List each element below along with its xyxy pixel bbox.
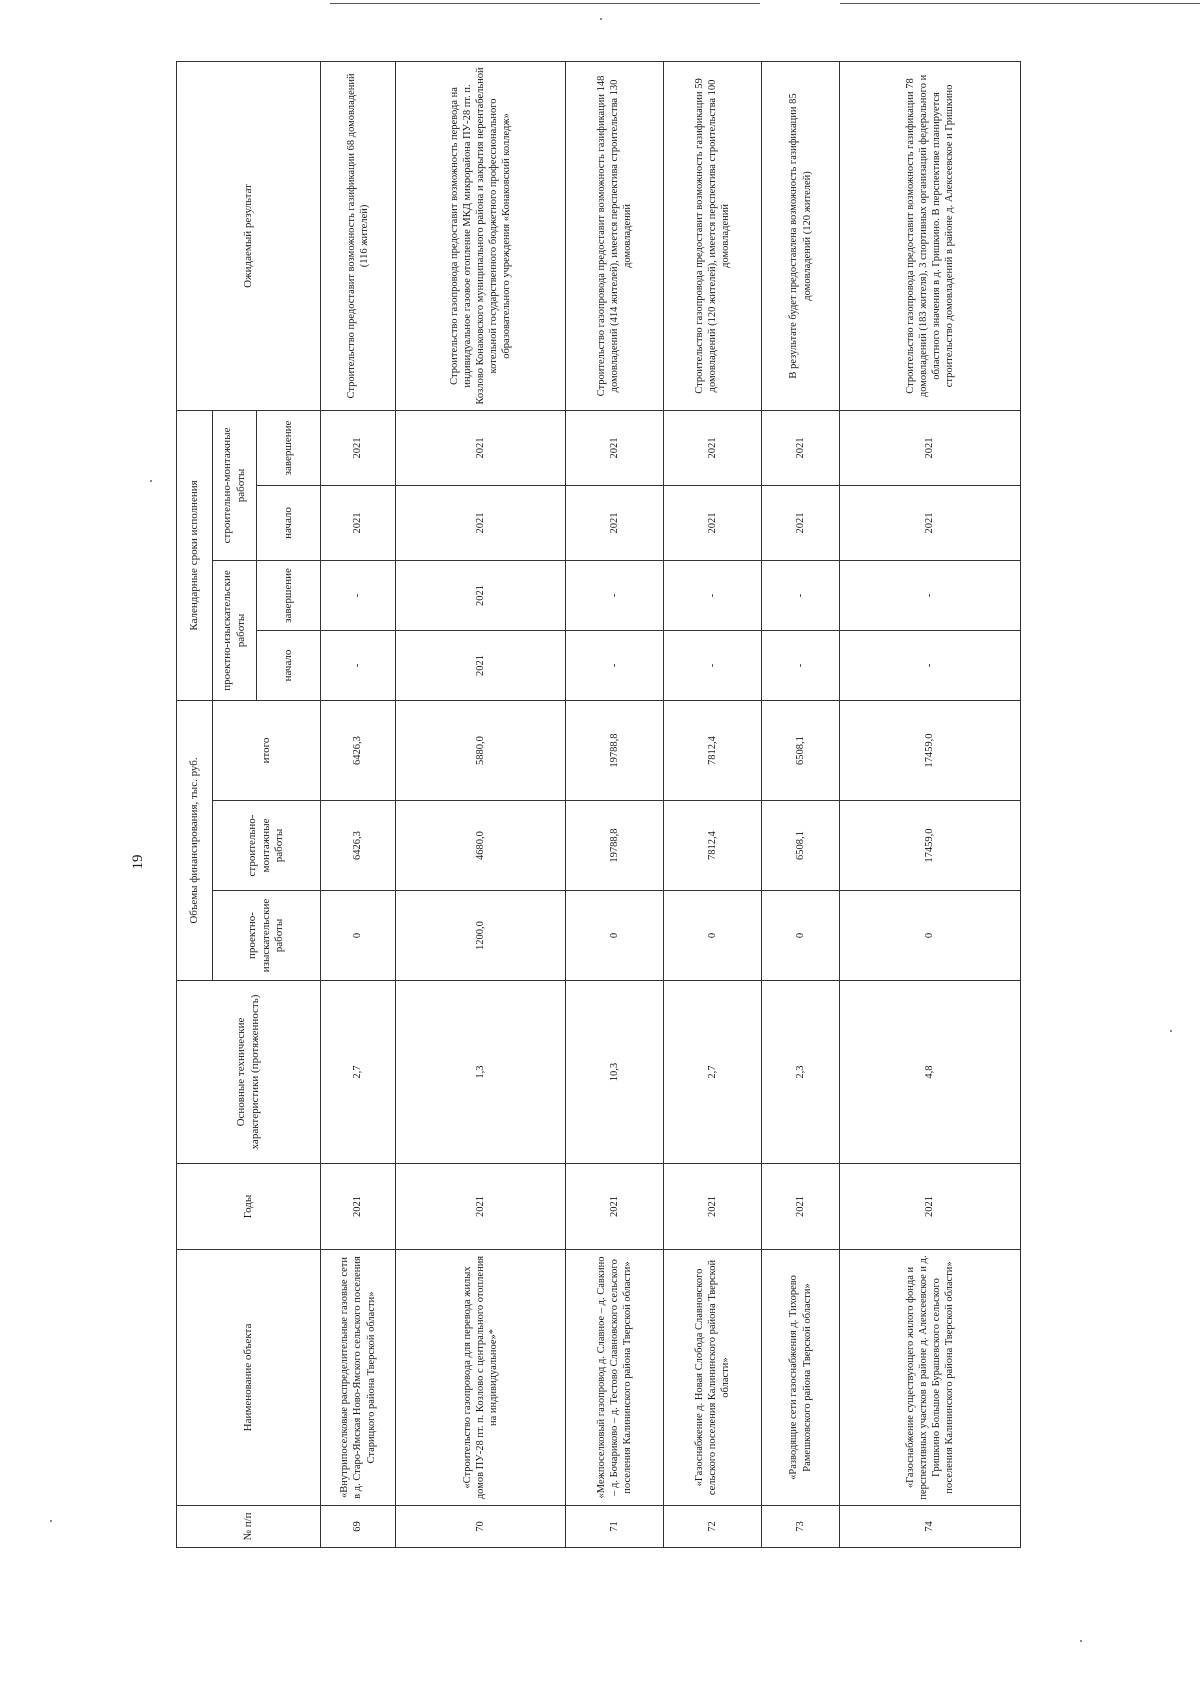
page-number: 19 [130,854,146,870]
header-construction-end: завершение [257,410,321,485]
header-sched-survey: проектно-изыскательские работы [213,561,257,701]
header-fin-total: итого [213,701,321,801]
row-construction-end: 2021 [321,410,396,485]
header-name: Наименование объекта [177,1250,321,1506]
header-schedule: Календарные сроки исполнения [177,410,213,700]
row-num: 69 [321,1506,396,1548]
table-row [566,61,664,1547]
table-row [321,61,396,1547]
header-sched-construction: строительно-монтажные работы [213,410,257,560]
row-fin-total: 19788,8 [566,701,664,801]
row-fin-total: 7812,4 [664,701,762,801]
row-num: 72 [664,1506,762,1548]
table-row [840,61,1021,1547]
row-fin-construction: 17459,0 [840,801,1021,891]
row-survey-end: - [664,561,762,631]
scan-speck [150,480,152,482]
row-survey-start: - [321,631,396,701]
row-fin-survey: 0 [321,891,396,981]
row-survey-start: - [840,631,1021,701]
row-construction-end: 2021 [664,410,762,485]
row-fin-survey: 0 [566,891,664,981]
row-fin-survey: 0 [762,891,840,981]
row-fin-survey: 1200,0 [396,891,566,981]
row-survey-start: 2021 [396,631,566,701]
row-name: «Межпоселковый газопровод д. Славное – д. Савкино – д. Бочариково – д. Тестово Славновского сельского поселения Калининского района Тверской области» [566,1250,664,1506]
scan-edge-line [840,3,1200,4]
row-result: Строительство предоставит возможность газификации 68 домовладений (116 жителей) [321,61,396,410]
row-survey-end: - [840,561,1021,631]
scan-speck [600,18,602,20]
header-result: Ожидаемый результат [177,61,321,410]
row-name: «Строительство газопровода для перевода жилых домов ПУ-28 пт. п. Козлово с центрального отопления на индивидуальное»* [396,1250,566,1506]
row-construction-end: 2021 [840,410,1021,485]
header-construction-start: начало [257,486,321,561]
row-fin-total: 5880,0 [396,701,566,801]
scan-speck [1170,1030,1172,1032]
row-survey-start: - [664,631,762,701]
scan-speck [50,1520,52,1522]
row-years: 2021 [840,1164,1021,1250]
rotated-table-container [176,62,1020,1548]
row-survey-start: - [762,631,840,701]
row-fin-total: 6508,1 [762,701,840,801]
row-length: 4,8 [840,981,1021,1164]
row-length: 2,3 [762,981,840,1164]
row-fin-construction: 7812,4 [664,801,762,891]
row-years: 2021 [566,1164,664,1250]
row-name: «Газоснабжение д. Новая Слобода Славновского сельского поселения Калининского района Тверской области» [664,1250,762,1506]
row-result: Строительство газопровода предоставит возможность газификации 78 домовладений (183 жителя), 3 спортивных организаций федерального и областного значения в д. Гришкино. В перспективе планируется строительство домовладений в районе д. Алексеевское и Гришкино [840,61,1021,410]
table-row [762,61,840,1547]
row-fin-survey: 0 [664,891,762,981]
row-years: 2021 [762,1164,840,1250]
row-survey-start: - [566,631,664,701]
row-length: 1,3 [396,981,566,1164]
row-result: В результате будет предоставлена возможность газификации 85 домовладений (120 жителей) [762,61,840,410]
row-result: Строительство газопровода предоставит возможность газификации 148 домовладений (414 жителей), имеется перспектива строительства 130 домовладений [566,61,664,410]
row-name: «Разводящие сети газоснабжения д. Тихорево Рамешковского района Тверской области» [762,1250,840,1506]
row-num: 70 [396,1506,566,1548]
row-fin-construction: 6426,3 [321,801,396,891]
row-construction-start: 2021 [664,486,762,561]
row-survey-end: - [762,561,840,631]
row-construction-end: 2021 [396,410,566,485]
row-num: 73 [762,1506,840,1548]
row-construction-end: 2021 [762,410,840,485]
header-financing: Объемы финансирования, тыс. руб. [177,701,213,981]
table-row [664,61,762,1547]
row-survey-end: - [566,561,664,631]
row-result: Строительство газопровода предоставит возможность газификации 59 домовладений (120 жителей), имеется перспектива строительства 100 домовладений [664,61,762,410]
gasification-objects-table [176,61,1021,1548]
table-row [396,61,566,1547]
row-fin-construction: 6508,1 [762,801,840,891]
row-num: 74 [840,1506,1021,1548]
row-fin-construction: 4680,0 [396,801,566,891]
header-survey-start: начало [257,631,321,701]
row-result: Строительство газопровода предоставит возможность перевода на индивидуальное газовое отопление МКД микрорайона ПУ-28 пт. п. Козлово Конаковского муниципального района и закрытия нерентабельной котельной государственного бюджетного профессионального образовательного учреждения «Конаковский колледж» [396,61,566,410]
row-construction-start: 2021 [321,486,396,561]
row-survey-end: - [321,561,396,631]
header-specs: Основные технические характеристики (протяженность) [177,981,321,1164]
scan-speck [1080,1640,1082,1642]
row-fin-construction: 19788,8 [566,801,664,891]
row-name: «Газоснабжение существующего жилого фонда и перспективных участков в районе д. Алексеевское и д. Гришкино Большое Бурашевского сельского поселения Калининского района Тверской области» [840,1250,1021,1506]
row-fin-survey: 0 [840,891,1021,981]
row-years: 2021 [664,1164,762,1250]
row-length: 2,7 [321,981,396,1164]
header-num: № п/п [177,1506,321,1548]
row-survey-end: 2021 [396,561,566,631]
header-fin-survey: проектно-изыскательские работы [213,891,321,981]
row-length: 2,7 [664,981,762,1164]
header-fin-construction: строительно-монтажные работы [213,801,321,891]
row-construction-end: 2021 [566,410,664,485]
header-years: Годы [177,1164,321,1250]
row-num: 71 [566,1506,664,1548]
row-construction-start: 2021 [762,486,840,561]
row-length: 10,3 [566,981,664,1164]
row-fin-total: 17459,0 [840,701,1021,801]
row-years: 2021 [321,1164,396,1250]
row-construction-start: 2021 [566,486,664,561]
row-construction-start: 2021 [840,486,1021,561]
scan-edge-line [330,3,760,4]
row-name: «Внутрипоселковые распределительные газовые сети в д. Старо-Ямская Ново-Ямского сельского поселения Старицкого района Тверской области» [321,1250,396,1506]
row-years: 2021 [396,1164,566,1250]
row-fin-total: 6426,3 [321,701,396,801]
header-survey-end: завершение [257,561,321,631]
row-construction-start: 2021 [396,486,566,561]
